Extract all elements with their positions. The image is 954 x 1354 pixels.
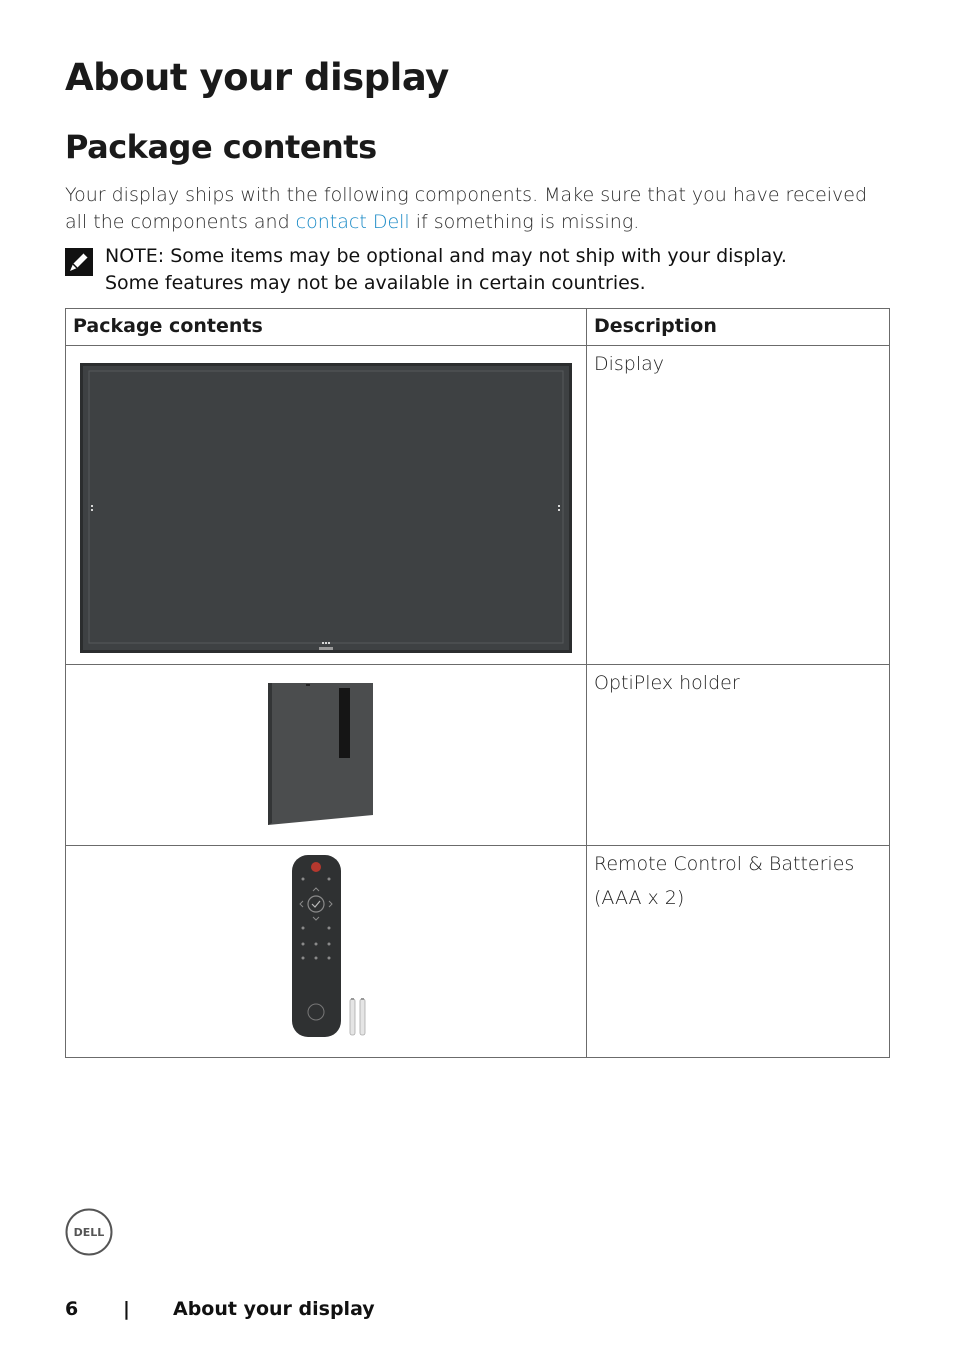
footer-separator: |: [123, 1298, 130, 1320]
page-title: About your display: [65, 56, 449, 99]
optiplex-holder-image: [66, 665, 587, 841]
page-number: 6: [65, 1298, 79, 1320]
intro-paragraph: [65, 182, 895, 236]
package-contents-table: [65, 308, 890, 1058]
note-line-1: NOTE: Some items may be optional and may not ship with your display.: [105, 245, 787, 267]
table-row: [66, 846, 890, 1058]
display-image-cell: [66, 346, 587, 665]
description-remote-line-1: Remote Control & Batteries: [594, 853, 855, 875]
remote-control-image: [66, 846, 587, 1053]
contact-dell-link[interactable]: contact Dell: [295, 211, 410, 233]
display-image: [66, 346, 587, 660]
note-line-2: Some features may not be available in certain countries.: [105, 272, 646, 294]
dell-logo-text: DELL: [73, 1226, 105, 1239]
table-row: [66, 665, 890, 846]
table-row: [66, 346, 890, 665]
description-optiplex-holder: OptiPlex holder: [587, 665, 890, 846]
remote-control-image-cell: [66, 846, 587, 1058]
intro-text-end: if something is missing.: [409, 211, 640, 233]
column-header-package-contents: Package contents: [66, 309, 587, 346]
column-header-description: Description: [587, 309, 890, 346]
description-remote-control: [587, 846, 890, 1058]
intro-text: Your display ships with the following components. Make sure that you have received all the components and: [65, 184, 868, 233]
table-header-row: [66, 309, 890, 346]
note-text: [105, 243, 865, 297]
description-display: Display: [587, 346, 890, 665]
dell-logo-icon: [65, 1207, 113, 1257]
section-title: Package contents: [65, 128, 377, 166]
description-remote-line-2: (AAA x 2): [594, 887, 685, 909]
optiplex-holder-image-cell: [66, 665, 587, 846]
note-pencil-icon: [65, 248, 93, 276]
footer-section-title: About your display: [173, 1298, 375, 1320]
